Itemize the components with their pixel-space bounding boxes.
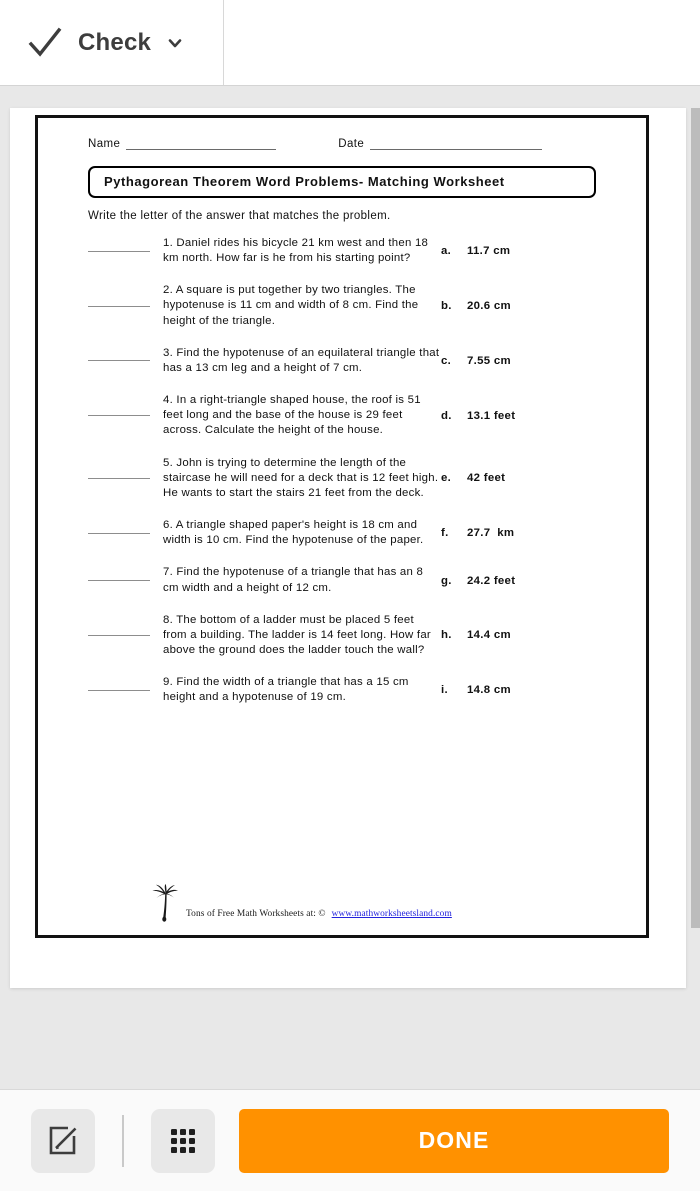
answer-letter-g: g. [441, 574, 452, 587]
worksheet-page [38, 118, 646, 935]
problem-row [88, 393, 602, 438]
problem-text-2: 2. A square is put together by two triangles. The hypotenuse is 11 cm and width of 8 cm. Find the height of the triangle. [163, 284, 419, 327]
footer-text: Tons of Free Math Worksheets at: © [186, 909, 326, 919]
footer-link[interactable]: www.mathworksheetsland.com [331, 909, 452, 919]
answer-blank-2[interactable] [88, 306, 150, 307]
bottom-toolbar [0, 1089, 700, 1191]
worksheet-scroll-area[interactable] [0, 86, 700, 1089]
problems-list [60, 236, 624, 705]
problem-row [88, 518, 602, 548]
grid-apps-button[interactable] [151, 1109, 215, 1173]
answer-letter-b: b. [441, 300, 452, 313]
answer-blank-8[interactable] [88, 635, 150, 636]
problem-text-7: 7. Find the hypotenuse of a triangle that has an 8 cm width and a height of 12 cm. [163, 566, 424, 594]
check-label: Check [78, 28, 152, 56]
problem-row [88, 565, 602, 595]
answer-letter-i: i. [441, 684, 448, 697]
answer-letter-c: c. [441, 354, 452, 367]
date-blank-line[interactable] [370, 141, 542, 150]
check-button[interactable] [0, 0, 224, 85]
worksheet-page-border [35, 115, 649, 938]
name-blank-line[interactable] [126, 141, 276, 150]
header-empty-region [224, 0, 700, 85]
date-label: Date [338, 138, 365, 150]
answer-letter-h: h. [441, 629, 452, 642]
problem-text-9: 9. Find the width of a triangle that has a 15 cm height and a hypotenuse of 19 cm. [163, 676, 409, 704]
answer-value-g: 24.2 feet [467, 574, 516, 587]
answer-value-c: 7.55 cm [467, 354, 511, 367]
problem-text-8: 8. The bottom of a ladder must be placed 5 feet from a building. The ladder is 14 feet long. How far above the ground does the ladder touch the wall? [163, 613, 431, 656]
problem-row [88, 456, 602, 501]
answer-blank-4[interactable] [88, 415, 150, 416]
worksheet-footer [38, 884, 646, 919]
answer-value-i: 14.8 cm [467, 684, 511, 697]
top-header [0, 0, 700, 86]
answer-blank-5[interactable] [88, 478, 150, 479]
answer-value-h: 14.4 cm [467, 629, 511, 642]
answer-letter-e: e. [441, 472, 452, 485]
problem-text-6: 6. A triangle shaped paper's height is 18 cm and width is 10 cm. Find the hypotenuse of the paper. [163, 519, 424, 547]
problem-text-5: 5. John is trying to determine the length of the staircase he will need for a deck that is 12 feet high. He wants to start the stairs 21 feet from the deck. [163, 456, 439, 499]
check-mark-icon [28, 26, 62, 60]
answer-value-d: 13.1 feet [467, 409, 516, 422]
problem-row [88, 236, 602, 266]
palm-tree-icon [150, 884, 180, 922]
name-label: Name [88, 138, 121, 150]
answer-blank-6[interactable] [88, 533, 150, 534]
answer-value-e: 42 feet [467, 472, 506, 485]
answer-blank-9[interactable] [88, 690, 150, 691]
answer-blank-7[interactable] [88, 580, 150, 581]
grid-apps-icon [168, 1126, 198, 1156]
answer-letter-f: f. [441, 527, 449, 540]
problem-row [88, 283, 602, 328]
answer-letter-d: d. [441, 409, 452, 422]
worksheet-instruction: Write the letter of the answer that matches the problem. [88, 210, 391, 222]
edit-note-button[interactable] [31, 1109, 95, 1173]
vertical-scrollbar[interactable] [691, 86, 700, 1089]
toolbar-divider [122, 1115, 124, 1167]
problem-row [88, 613, 602, 658]
problem-text-1: 1. Daniel rides his bicycle 21 km west and then 18 km north. How far is he from his starting point? [163, 237, 429, 265]
done-button[interactable]: DONE [239, 1109, 669, 1173]
problem-text-4: 4. In a right-triangle shaped house, the roof is 51 feet long and the base of the house is 29 feet across. Calculate the height of the house. [163, 394, 421, 437]
answer-blank-1[interactable] [88, 251, 150, 252]
problem-text-3: 3. Find the hypotenuse of an equilateral triangle that has a 13 cm leg and a height of 7 cm. [163, 346, 440, 374]
chevron-down-icon[interactable] [167, 35, 183, 51]
answer-value-b: 20.6 cm [467, 300, 511, 313]
problem-row [88, 675, 602, 705]
problem-row [88, 346, 602, 376]
scrollbar-thumb[interactable] [691, 108, 700, 928]
name-date-row [60, 134, 624, 150]
answer-value-f: 27.7 km [467, 527, 515, 540]
worksheet-title: Pythagorean Theorem Word Problems- Matching Worksheet [88, 166, 596, 198]
answer-letter-a: a. [441, 245, 452, 258]
edit-note-icon [46, 1124, 80, 1158]
answer-value-a: 11.7 cm [467, 245, 511, 258]
answer-blank-3[interactable] [88, 360, 150, 361]
worksheet-card [10, 108, 686, 988]
